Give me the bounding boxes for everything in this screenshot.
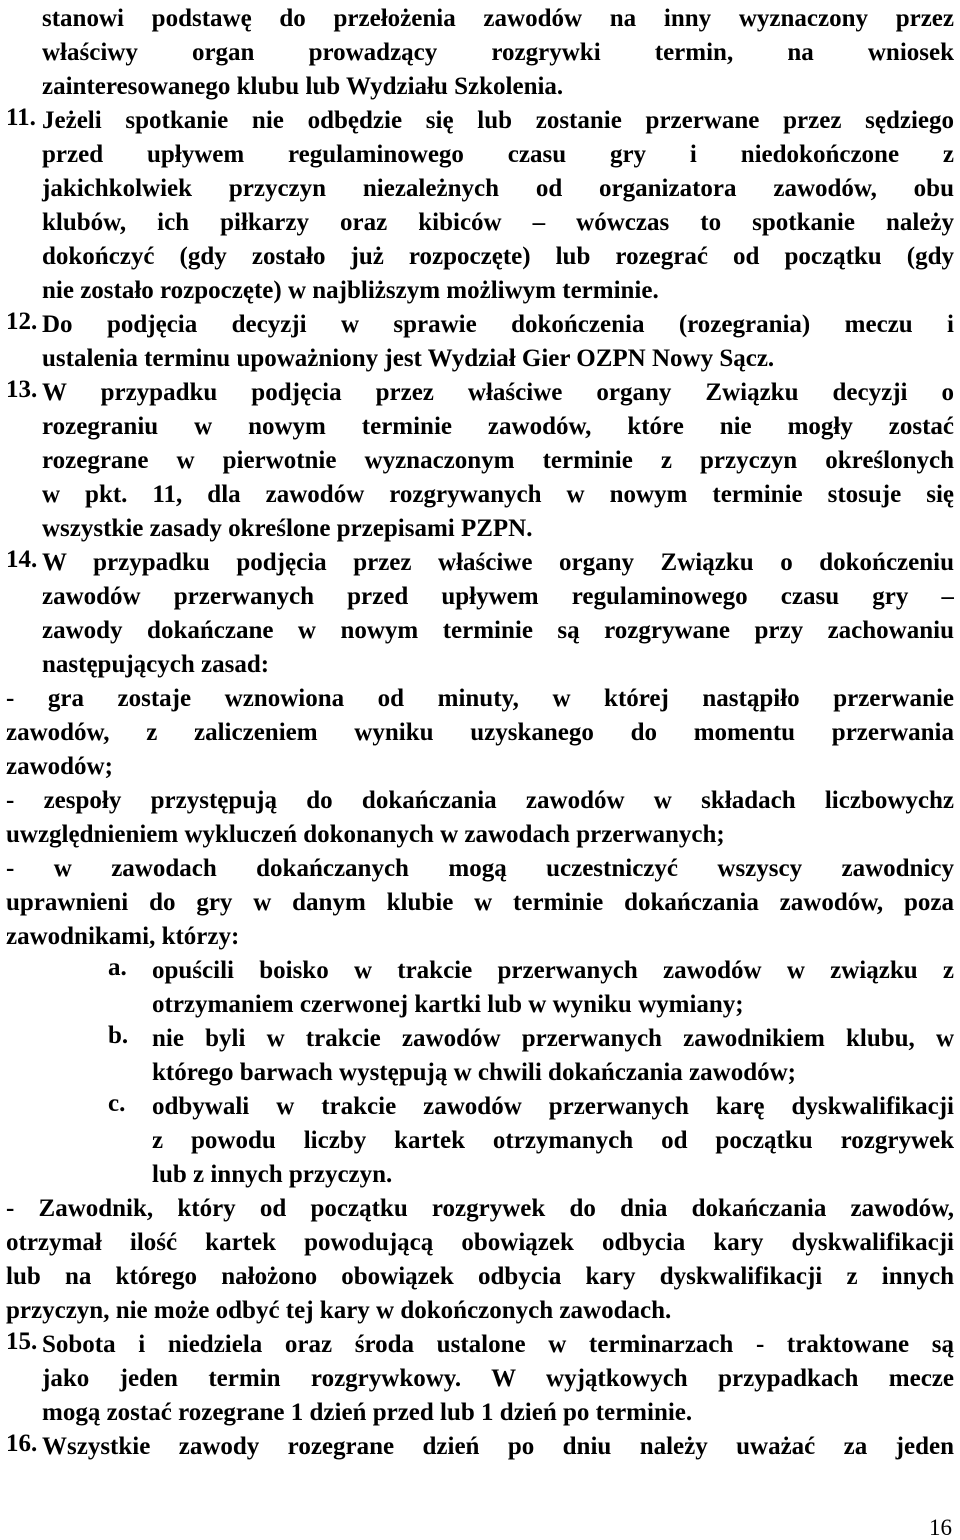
- text-line: w pkt. 11, dla zawodów rozgrywanych w nowym terminie stosuje się: [42, 481, 954, 508]
- text-line: nie zostało rozpoczęte) w najbliższym możliwym terminie.: [42, 277, 659, 304]
- text-line: zawody dokańczane w nowym terminie są rozgrywane przy zachowaniu: [42, 617, 954, 644]
- item-number: 16.: [6, 1430, 38, 1457]
- text-line: W przypadku podjęcia przez właściwe organy Związku decyzji o: [42, 379, 954, 406]
- item-number: 15.: [6, 1328, 38, 1355]
- text-line: Jeżeli spotkanie nie odbędzie się lub zostanie przerwane przez sędziego: [42, 107, 954, 134]
- text-line: następujących zasad:: [42, 651, 270, 678]
- text-line: uprawnieni do gry w danym klubie w terminie dokańczania zawodów, poza: [6, 889, 954, 916]
- item-letter: b.: [108, 1022, 129, 1049]
- list-item-12: [6, 308, 954, 342]
- sub-item-b: [6, 1022, 954, 1056]
- text-line: otrzymaniem czerwonej kartki lub w wyniku wymiany;: [152, 991, 744, 1018]
- text-line: opuścili boisko w trakcie przerwanych zawodów w związku z: [152, 957, 954, 984]
- text-line: ustalenia terminu upoważniony jest Wydział Gier OZPN Nowy Sącz.: [42, 345, 775, 372]
- text-line: Sobota i niedziela oraz środa ustalone w terminarzach - traktowane są: [42, 1331, 954, 1358]
- item-number: 13.: [6, 376, 38, 403]
- text-line: zawodów przerwanych przed upływem regulaminowego czasu gry –: [42, 583, 954, 610]
- sub-item-c: [6, 1090, 954, 1124]
- text-line: przed upływem regulaminowego czasu gry i niedokończone z: [42, 141, 954, 168]
- text-line: lub na którego nałożono obowiązek odbycia kary dyskwalifikacji z innych: [6, 1263, 954, 1290]
- text-line: nie byli w trakcie zawodów przerwanych zawodnikiem klubu, w: [152, 1025, 954, 1052]
- text-line: zawodów, z zaliczeniem wyniku uzyskanego do momentu przerwania: [6, 719, 954, 746]
- text-line: rozegraniu w nowym terminie zawodów, które nie mogły zostać: [42, 413, 954, 440]
- text-line: zawodnikami, którzy:: [6, 923, 240, 950]
- list-item-16: [6, 1430, 954, 1464]
- text-line: Wszystkie zawody rozegrane dzień po dniu należy uważać za jeden: [42, 1433, 954, 1460]
- text-line: rozegrane w pierwotnie wyznaczonym terminie z przyczyn określonych: [42, 447, 954, 474]
- text-line: jakichkolwiek przyczyn niezależnych od organizatora zawodów, obu: [42, 175, 954, 202]
- text-line: przyczyn, nie może odbyć tej kary w dokończonych zawodach.: [6, 1297, 672, 1324]
- text-line: W przypadku podjęcia przez właściwe organy Związku o dokończeniu: [42, 549, 954, 576]
- text-line: właściwy organ prowadzący rozgrywki termin, na wniosek: [42, 39, 954, 66]
- text-line: mogą zostać rozegrane 1 dzień przed lub 1 dzień po terminie.: [42, 1399, 693, 1426]
- text-line: z powodu liczby kartek otrzymanych od początku rozgrywek: [152, 1127, 954, 1154]
- text-line: zainteresowanego klubu lub Wydziału Szkolenia.: [42, 73, 564, 100]
- text-line: stanowi podstawę do przełożenia zawodów na inny wyznaczony przez: [42, 5, 954, 32]
- item-letter: a.: [108, 954, 127, 981]
- item-letter: c.: [108, 1090, 126, 1117]
- text-line: klubów, ich piłkarzy oraz kibiców – wówczas to spotkanie należy: [42, 209, 954, 236]
- text-line: zawodów;: [6, 753, 113, 780]
- text-line: odbywali w trakcie zawodów przerwanych karę dyskwalifikacji: [152, 1093, 954, 1120]
- item-number: 14.: [6, 546, 38, 573]
- text-line: - Zawodnik, który od początku rozgrywek do dnia dokańczania zawodów,: [6, 1195, 954, 1222]
- document-page: [6, 2, 954, 1464]
- item-number: 11.: [6, 104, 36, 131]
- text-line: którego barwach występują w chwili dokańczania zawodów;: [152, 1059, 796, 1086]
- text-line: uwzględnieniem wykluczeń dokonanych w zawodach przerwanych;: [6, 821, 725, 848]
- list-item-13: [6, 376, 954, 410]
- list-item-15: [6, 1328, 954, 1362]
- list-item-11: [6, 104, 954, 138]
- text-line: wszystkie zasady określone przepisami PZPN.: [42, 515, 533, 542]
- text-line: dokończyć (gdy zostało już rozpoczęte) lub rozegrać od początku (gdy: [42, 243, 954, 270]
- text-line: jako jeden termin rozgrywkowy. W wyjątkowych przypadkach mecze: [42, 1365, 954, 1392]
- sub-item-a: [6, 954, 954, 988]
- text-line: - zespoły przystępują do dokańczania zawodów w składach liczbowychz: [6, 787, 954, 814]
- text-line: - w zawodach dokańczanych mogą uczestniczyć wszyscy zawodnicy: [6, 855, 954, 882]
- text-line: Do podjęcia decyzji w sprawie dokończenia (rozegrania) meczu i: [42, 311, 954, 338]
- page-number: 16: [929, 1515, 952, 1540]
- item-number: 12.: [6, 308, 38, 335]
- text-line: - gra zostaje wznowiona od minuty, w której nastąpiło przerwanie: [6, 685, 954, 712]
- text-line: lub z innych przyczyn.: [152, 1161, 393, 1188]
- text-line: otrzymał ilość kartek powodującą obowiązek odbycia kary dyskwalifikacji: [6, 1229, 954, 1256]
- list-item-14: [6, 546, 954, 580]
